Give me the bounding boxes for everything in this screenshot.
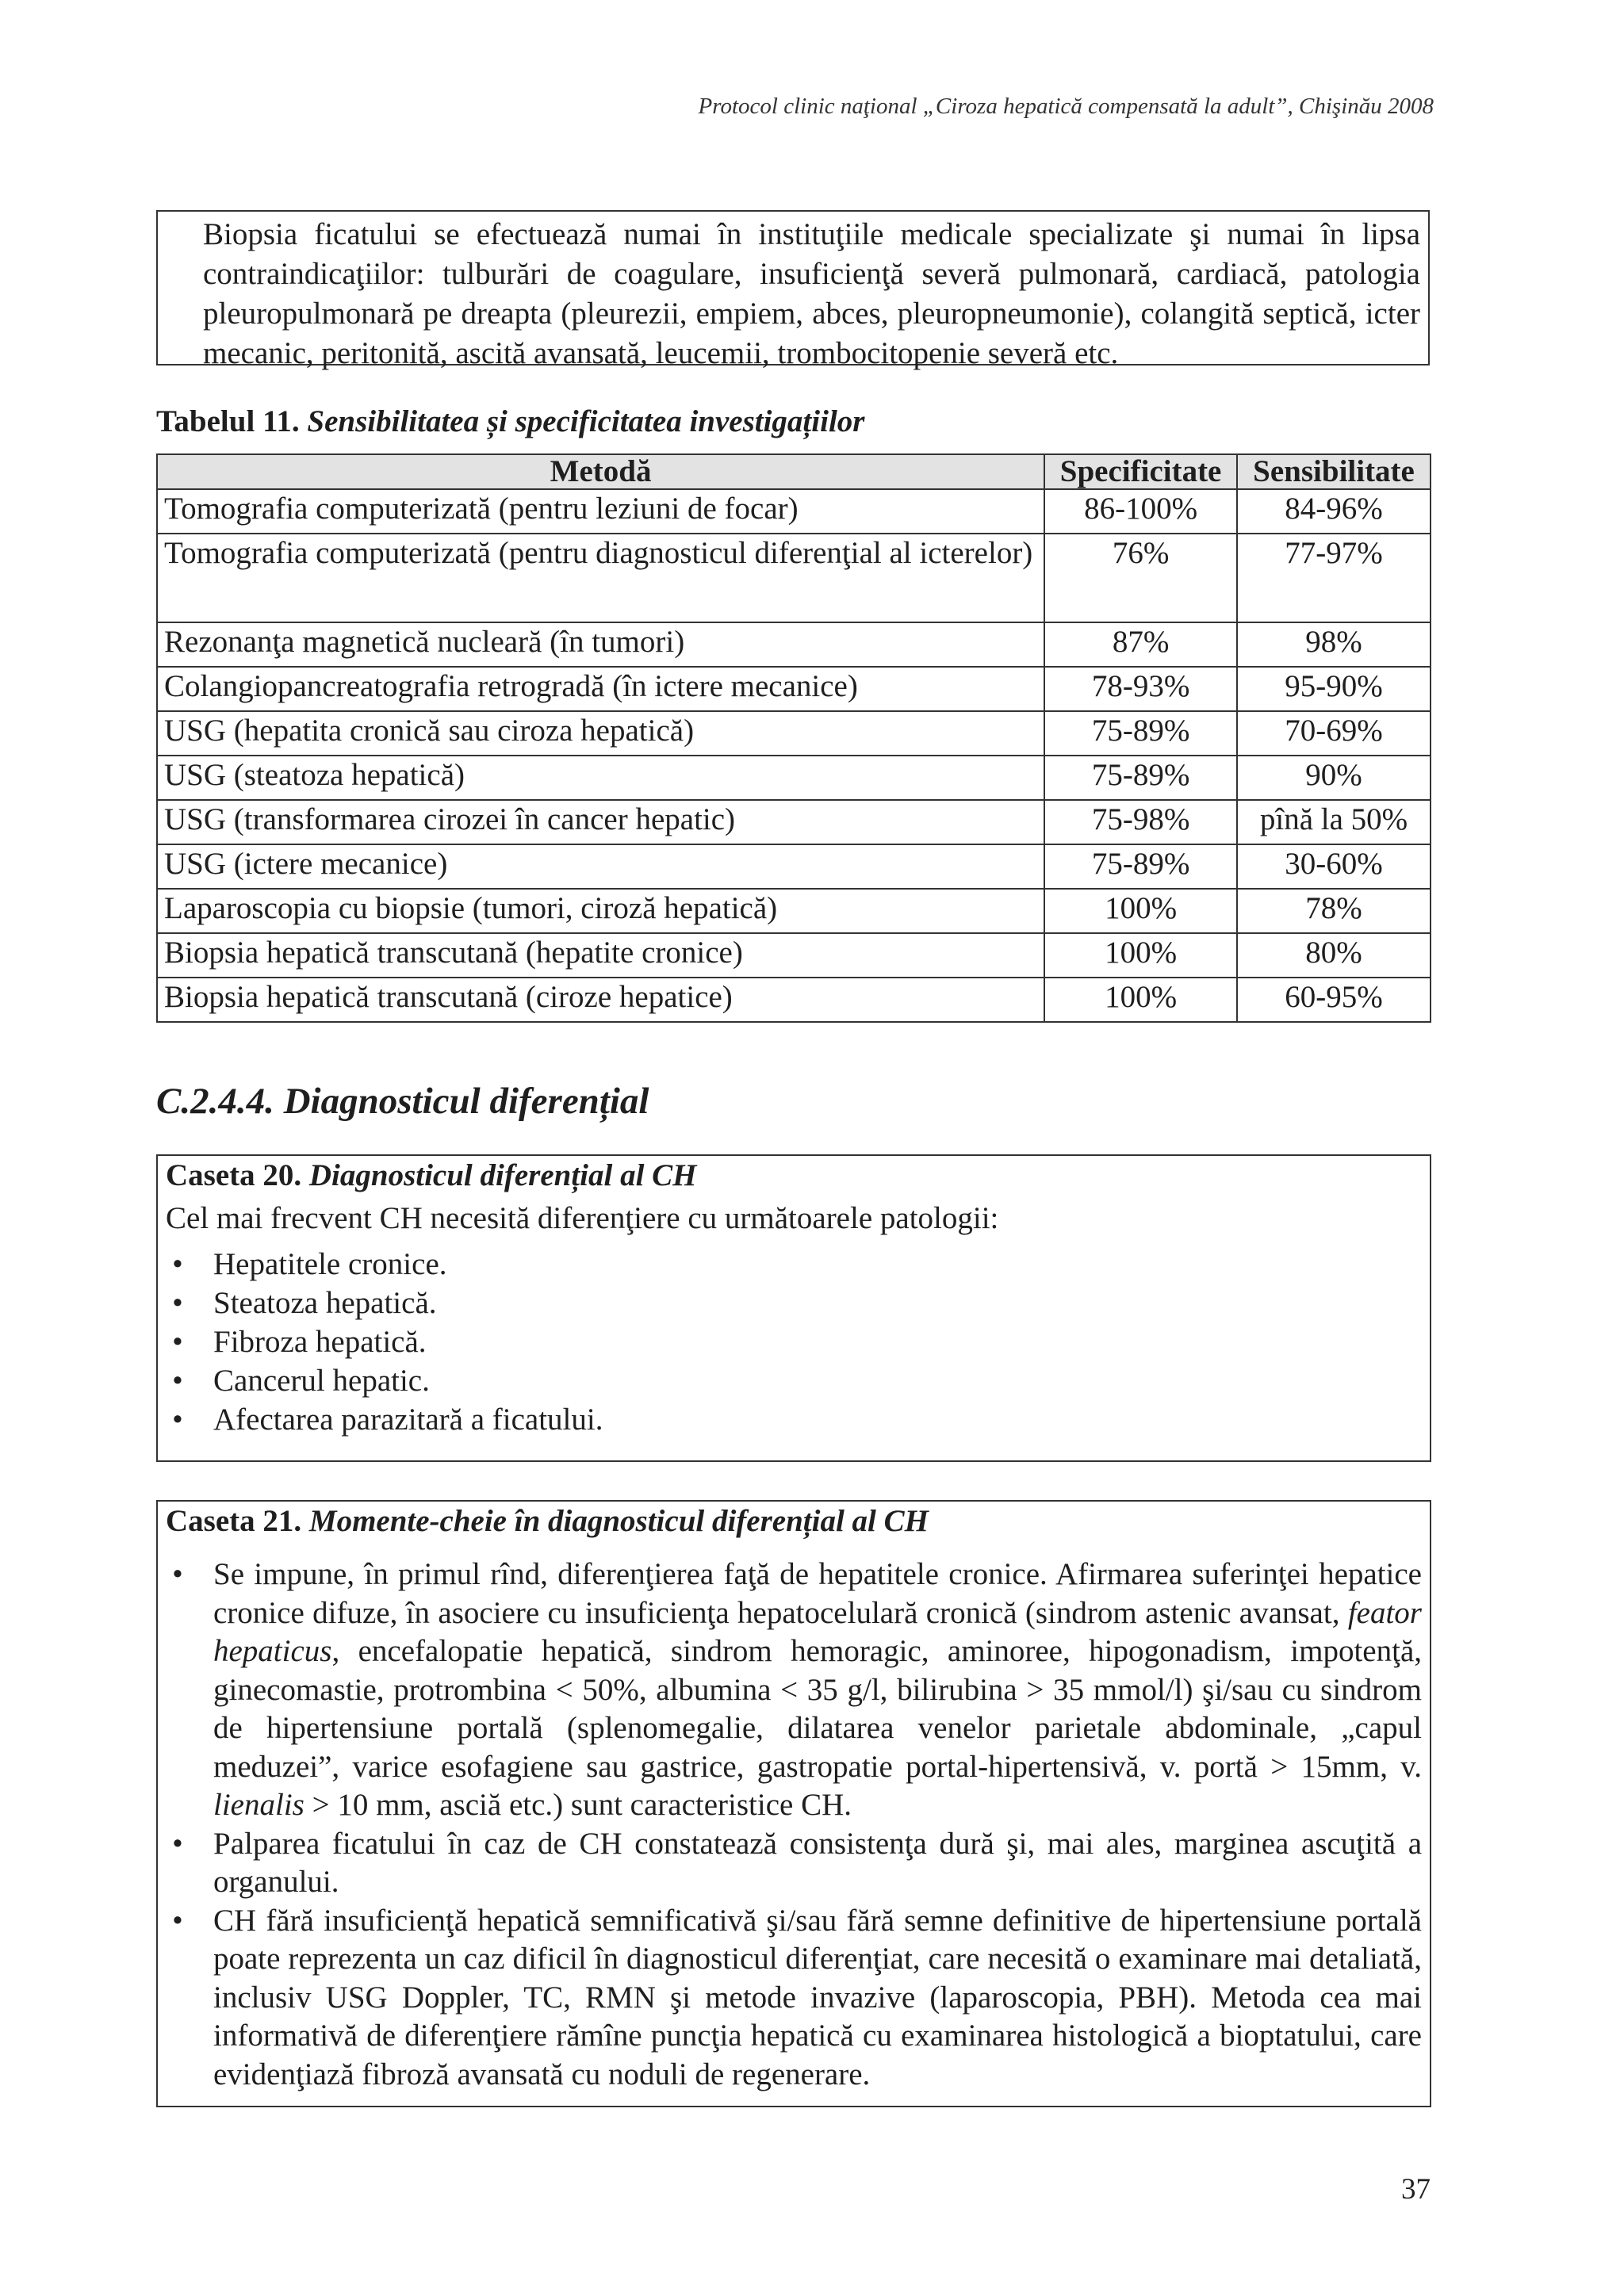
table-row: [157, 933, 1431, 978]
cell-sensitivity: 70-69%: [1237, 711, 1431, 756]
table-caption: [156, 401, 864, 442]
bullet-icon: •: [172, 1826, 183, 1861]
list-item-text: Fibroza hepatică.: [213, 1325, 427, 1359]
table-row: [157, 756, 1431, 800]
cell-method: Tomografia computerizată (pentru leziuni de focar): [157, 489, 1044, 534]
table-row: [157, 889, 1431, 933]
cell-sensitivity: 77-97%: [1237, 534, 1431, 622]
table-row: [157, 800, 1431, 844]
cell-specificity: 100%: [1044, 889, 1237, 933]
cell-sensitivity: 30-60%: [1237, 844, 1431, 889]
caseta-21-box: [156, 1500, 1431, 2107]
biopsy-contraindications-box: [156, 210, 1430, 370]
header-method: Metodă: [157, 454, 1044, 489]
caseta-20-label: Caseta 20.: [166, 1158, 302, 1192]
list-item-text-part: > 10 mm, asciă etc.) sunt caracteristice CH.: [304, 1788, 852, 1822]
cell-sensitivity: 60-95%: [1237, 978, 1431, 1022]
cell-specificity: 100%: [1044, 978, 1237, 1022]
list-item: [158, 1245, 1430, 1284]
list-item-text: Hepatitele cronice.: [213, 1247, 447, 1281]
cell-sensitivity: 90%: [1237, 756, 1431, 800]
bullet-icon: •: [172, 1557, 183, 1591]
cell-specificity: 75-89%: [1044, 844, 1237, 889]
caseta-20-intro: Cel mai frecvent CH necesită diferenţiere cu următoarele patologii:: [166, 1201, 999, 1235]
list-item-text-part: Se impune, în primul rînd, diferenţierea faţă de hepatitele cronice. Afirmarea suferinţei hepatice cronice difuze, în asociere cu insuficienţa hepatocelulară cronică (sindrom astenic avansat,: [213, 1557, 1422, 1630]
running-header: Protocol clinic naţional „Ciroza hepatică compensată la adult”, Chişinău 2008: [698, 94, 1434, 119]
cell-specificity: 75-89%: [1044, 756, 1237, 800]
table-label: Tabelul 11.: [156, 404, 300, 438]
caseta-21-list: [158, 1556, 1430, 2094]
list-item-text: Afectarea parazitară a ficatului.: [213, 1402, 603, 1437]
table-title: Sensibilitatea și specificitatea investigațiilor: [307, 404, 865, 438]
list-item-text: Palparea ficatului în caz de CH constatează consistenţa dură şi, mai ales, marginea ascuţită a organului.: [213, 1826, 1422, 1899]
table-header-row: [157, 454, 1431, 489]
cell-specificity: 75-89%: [1044, 711, 1237, 756]
cell-sensitivity: pînă la 50%: [1237, 800, 1431, 844]
cell-method: Tomografia computerizată (pentru diagnosticul diferenţial al icterelor): [157, 534, 1044, 622]
table-row: [157, 534, 1431, 622]
cell-sensitivity: 80%: [1237, 933, 1431, 978]
cell-specificity: 75-98%: [1044, 800, 1237, 844]
cell-method: Biopsia hepatică transcutană (hepatite cronice): [157, 933, 1044, 978]
list-item: [158, 1400, 1430, 1439]
cell-specificity: 76%: [1044, 534, 1237, 622]
header-sensitivity: Sensibilitate: [1237, 454, 1431, 489]
list-item: [158, 1556, 1430, 1825]
cell-method: USG (ictere mecanice): [157, 844, 1044, 889]
cell-sensitivity: 84-96%: [1237, 489, 1431, 534]
caseta-20-box: [156, 1154, 1431, 1462]
caseta-21-title: [158, 1502, 1430, 1541]
cell-method: Biopsia hepatică transcutană (ciroze hepatice): [157, 978, 1044, 1022]
list-item-text: Steatoza hepatică.: [213, 1286, 437, 1320]
cell-specificity: 86-100%: [1044, 489, 1237, 534]
table-row: [157, 622, 1431, 667]
caseta-21-label: Caseta 21.: [166, 1504, 302, 1538]
list-item: [158, 1322, 1430, 1361]
cell-method: USG (transformarea cirozei în cancer hepatic): [157, 800, 1044, 844]
section-title: C.2.4.4. Diagnosticul diferențial: [156, 1081, 649, 1122]
header-specificity: Specificitate: [1044, 454, 1237, 489]
cell-sensitivity: 95-90%: [1237, 667, 1431, 711]
caseta-20-heading: Diagnosticul diferențial al CH: [308, 1158, 697, 1192]
bullet-icon: •: [172, 1364, 183, 1398]
page-number: 37: [1401, 2173, 1431, 2206]
cell-specificity: 100%: [1044, 933, 1237, 978]
sensitivity-table: [156, 453, 1431, 1023]
table-row: [157, 978, 1431, 1022]
cell-specificity: 87%: [1044, 622, 1237, 667]
list-item-italic-term: lienalis: [213, 1788, 304, 1822]
caseta-21-heading: Momente-cheie în diagnosticul diferențial al CH: [308, 1504, 929, 1538]
caseta-20-list: [158, 1245, 1430, 1439]
table-row: [157, 667, 1431, 711]
cell-sensitivity: 78%: [1237, 889, 1431, 933]
list-item-text-part: , encefalopatie hepatică, sindrom hemoragic, aminoree, hipogonadism, impotenţă, ginecomastie, protrombina < 50%, albumina < 35 g/l, bilirubina > 35 mmol/l) şi/sau cu sindrom de hipertensiune portală (splenomegalie, dilatarea venelor parietale abdominale, „capul meduzei”, varice esofagiene sau gastrice, gastropatie portal-hipertensivă, v. portă > 15mm, v.: [213, 1634, 1422, 1784]
bullet-icon: •: [172, 1286, 183, 1320]
list-item-text: Cancerul hepatic.: [213, 1364, 430, 1398]
biopsy-text: Biopsia ficatului se efectuează numai în instituţiile medicale specializate şi numai în lipsa contraindicaţiilor: tulburări de coagulare, insuficienţă severă pulmonară, cardiacă, patologia pleuropulmonară pe dreapta (pleurezii, empiem, abces, pleuropneumonie), colangită septică, icter mecanic, peritonită, ascită avansată, leucemii, trombocitopenie severă etc.: [203, 217, 1420, 370]
cell-method: Colangiopancreatografia retrogradă (în ictere mecanice): [157, 667, 1044, 711]
table-row: [157, 711, 1431, 756]
caseta-20-title: [158, 1156, 1430, 1196]
bullet-icon: •: [172, 1325, 183, 1359]
list-item: [158, 1361, 1430, 1400]
list-item: [158, 1284, 1430, 1322]
list-item: [158, 1902, 1430, 2095]
cell-sensitivity: 98%: [1237, 622, 1431, 667]
list-item-text: CH fără insuficienţă hepatică semnificativă şi/sau fără semne definitive de hipertensiune portală poate reprezenta un caz dificil în diagnosticul diferenţiat, care necesită o examinare mai detaliată, inclusiv USG Doppler, TC, RMN şi metode invazive (laparoscopia, PBH). Metoda cea mai informativă de diferenţiere rămîne puncţia hepatică cu examinarea histologică a bioptatului, care evidenţiază fibroză avansată cu noduli de regenerare.: [213, 1903, 1422, 2091]
cell-method: USG (steatoza hepatică): [157, 756, 1044, 800]
list-item-italic-term: feator hepaticus: [213, 1595, 1422, 1668]
cell-specificity: 78-93%: [1044, 667, 1237, 711]
bullet-icon: •: [172, 1402, 183, 1437]
table-row: [157, 489, 1431, 534]
bullet-icon: •: [172, 1247, 183, 1281]
bullet-icon: •: [172, 1903, 183, 1938]
list-item: [158, 1825, 1430, 1902]
cell-method: Rezonanţa magnetică nucleară (în tumori): [157, 622, 1044, 667]
cell-method: USG (hepatita cronică sau ciroza hepatică): [157, 711, 1044, 756]
table-row: [157, 844, 1431, 889]
cell-method: Laparoscopia cu biopsie (tumori, ciroză hepatică): [157, 889, 1044, 933]
